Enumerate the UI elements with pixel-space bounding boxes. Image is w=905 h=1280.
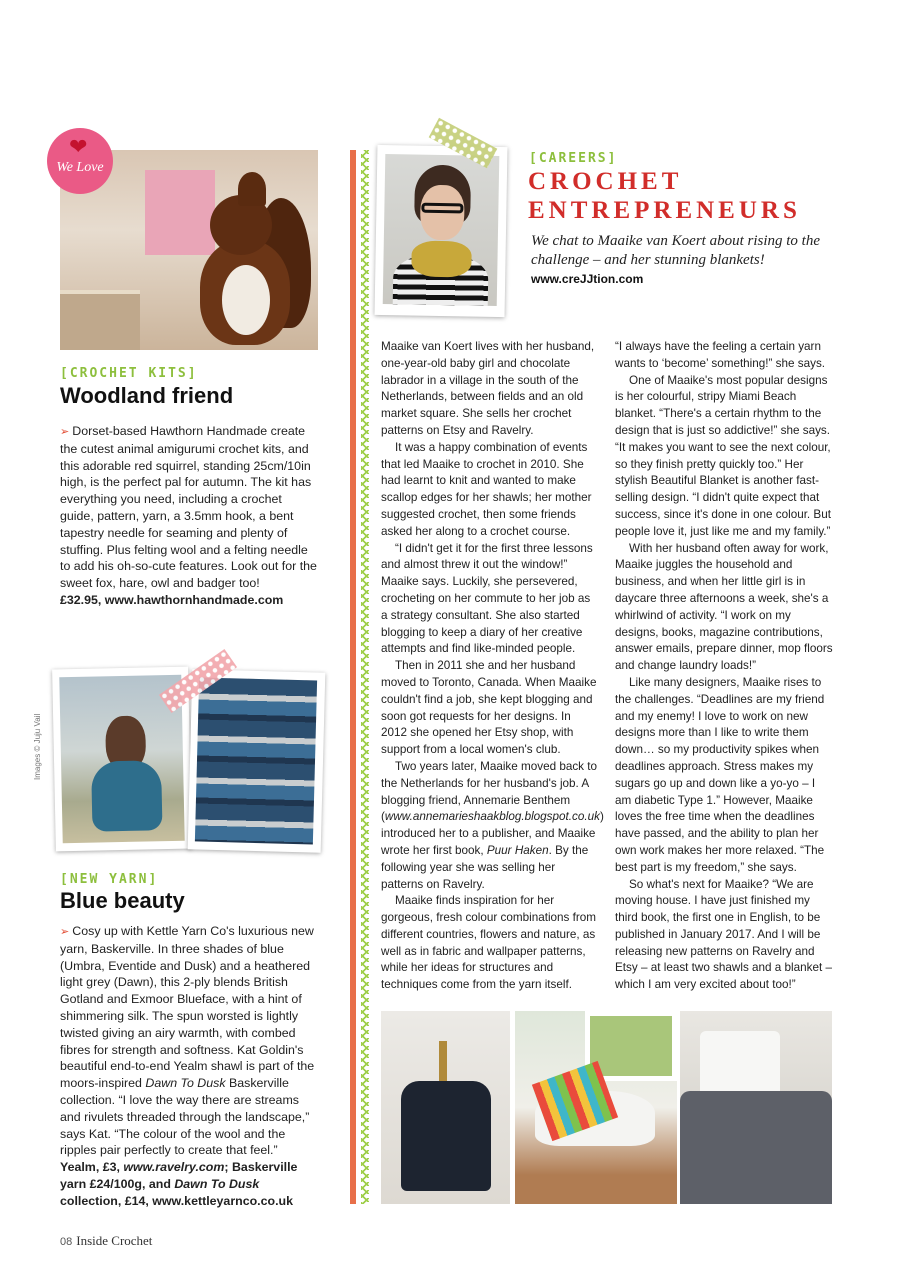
arrow-bullet-icon: ➢ xyxy=(60,926,73,938)
sofa-blanket-photo xyxy=(680,1011,832,1204)
heart-icon: ❤ xyxy=(69,134,88,159)
squirrel-ear xyxy=(238,172,266,206)
grey-throw xyxy=(680,1091,832,1204)
portrait-glasses xyxy=(421,203,463,214)
orange-divider xyxy=(350,150,356,1204)
feature-title-line2: ENTREPRENEURS xyxy=(528,197,801,224)
col2-paragraph-2: One of Maaike's most popular designs is her colourful, stripy Miami Beach blanket. “There's a certain rhythm to the design that is just so addictive!” she says. “It makes you want to see the next colour, so they finish pretty quickly too.” Her stylish Beautiful Blanket is another fast-selling design. “I didn't quite expect that success, since it's done in one colour. But people love it, just like me and my family.” xyxy=(615,373,831,538)
photo-credit: Images © Juju Vail xyxy=(33,713,42,780)
blue-price-url[interactable]: www.ravelry.com xyxy=(123,1160,225,1175)
col1-paragraph-5 xyxy=(381,759,604,893)
col1-paragraph-1: Maaike van Koert lives with her husband, one-year-old baby girl and chocolate labrador in a village in the south of the Netherlands, between fields and an old market square. She sells her crochet patterns on Etsy and Ravelry. xyxy=(381,340,595,437)
col1-paragraph-3: “I didn't get it for the first three lessons and almost threw it out the window!” Maaike says. Luckily, she persevered, crocheting on her commute to her job as a strategy consultant. She also started blogging to keep a diary of her creative attempts and find like-minded people. xyxy=(381,541,593,656)
rocking-chair-photo xyxy=(515,1011,677,1204)
arrow-bullet-icon: ➢ xyxy=(60,426,73,438)
blue-kicker: [NEW YARN] xyxy=(60,872,159,887)
col2-paragraph-5: So what's next for Maaike? “We are moving house. I have just finished my third book, the first one in English, to be published in January 2017. And I will be releasing new patterns on Ravelry and Etsy – at least two shawls and a blanket – which I am very excited about too!” xyxy=(615,877,832,992)
col1-p5-c: . By the following year she was selling her patterns on Ravelry. xyxy=(381,843,589,891)
feature-website[interactable]: www.creJJtion.com xyxy=(531,272,644,286)
background-card xyxy=(145,170,215,255)
crochet-jacket xyxy=(401,1081,491,1191)
badge-text: We Love xyxy=(56,160,104,175)
blue-body xyxy=(60,923,318,1210)
col1-p5-book: Puur Haken xyxy=(486,843,549,857)
magazine-name: Inside Crochet xyxy=(76,1233,153,1248)
woodland-body xyxy=(60,423,318,609)
col1-paragraph-6: Maaike finds inspiration for her gorgeous, fresh colour combinations from different countries, flowers and nature, as well as in fabric and wallpaper patterns, while her ideas for structures and techniques come from the yarn itself. xyxy=(381,894,597,992)
portrait-scarf xyxy=(411,240,472,277)
zigzag-divider xyxy=(361,150,369,1204)
page-footer xyxy=(60,1233,152,1249)
blue-heading: Blue beauty xyxy=(60,888,185,913)
article-column-2 xyxy=(615,339,833,994)
blue-body-text-2: Baskerville collection. “I love the way there are streams and rivulets threaded through the landscape,” says Kat. “The colour of the wool and the ripples pair perfectly to create that feel.” xyxy=(60,1076,310,1158)
blue-price-collection: Dawn To Dusk xyxy=(174,1176,260,1191)
feature-standfirst: We chat to Maaike van Koert about rising to the challenge – and her stunning blankets! xyxy=(531,233,820,268)
blue-price-1: Yealm, £3, xyxy=(60,1160,120,1175)
col2-paragraph-3: With her husband often away for work, Maaike juggles the household and business, and when her little girl is in daycare three afternoons a week, she's a whirlwind of activity. “I work on my designs, books, magazine contributions, answer emails, prepare dinner, mop floors and change laundry loads!” xyxy=(615,541,833,673)
blue-body-text-1: Cosy up with Kettle Yarn Co's luxurious new yarn, Baskerville. In three shades of blue (Umbra, Eventide and Dusk) and a heathered light grey (Dawn), this 2-ply blends British Gotland and Exmoor Blueface, with a hint of shimmering silk. The spun worsted is lightly twisted giving an airy warmth, with combed fibres for strength and softness. Kat Goldin's beautiful end-to-end Yealm shawl is part of the moors-inspired xyxy=(60,924,315,1091)
feature-title-line1: CROCHET xyxy=(528,168,683,195)
woodland-price: £32.95, www.hawthornhandmade.com xyxy=(60,592,284,607)
we-love-badge xyxy=(47,128,113,194)
books-stack xyxy=(60,290,140,350)
jacket-photo xyxy=(381,1011,510,1204)
blue-body-collection: Dawn To Dusk xyxy=(145,1076,226,1091)
col2-paragraph-4: Like many designers, Maaike rises to the challenges. “Deadlines are my friend and my enemy! I love to work on new designs more than I like to write them down… so my productivity spikes when deadlines approach. Stress makes my sugars go up and down like a yo-yo – I am diabetic Type 1.” However, Maaike loves the free time when the deadlines have passed, and the ability to plan her own work makes her more relaxed. “The best part is my freedom,” she says. xyxy=(615,675,825,874)
blue-price-3: collection, £14, www.kettleyarnco.co.uk xyxy=(60,1193,293,1208)
woodland-heading: Woodland friend xyxy=(60,383,234,408)
blue-scarf xyxy=(91,760,162,831)
careers-kicker: [CAREERS] xyxy=(529,151,618,166)
squirrel-belly xyxy=(222,265,270,335)
woodland-body-text: Dorset-based Hawthorn Handmade create the cutest animal amigurumi crochet kits, and this adorable red squirrel, standing 25cm/10in high, is the perfect pal for autumn. The kit has everything you need, including a crochet guide, pattern, yarn, a 3.5mm hook, a bent tapestry needle for seaming and plenty of stuffing. Plus felting wool and a felting needle to add his oh-so-cute features. Look out for the sweet fox, hare, owl and badger too! xyxy=(60,424,317,591)
col1-paragraph-2: It was a happy combination of events that led Maaike to crochet in 2010. She had learnt to knit and wanted to make scallop edges for her shawls; her mother suggested crochet, then some friends asked her along to a crochet course. xyxy=(381,440,592,538)
woodland-kicker: [CROCHET KITS] xyxy=(60,366,198,381)
page-number: 08 xyxy=(60,1236,73,1248)
knit-stack-photo xyxy=(188,669,326,852)
col1-paragraph-4: Then in 2011 she and her husband moved to Toronto, Canada. When Maaike couldn't find a job, she kept blogging and soon got requests for her designs. In 2012 she opened her Etsy shop, with support from a local women's club. xyxy=(381,659,597,757)
col2-paragraph-1: “I always have the feeling a certain yarn wants to ‘become’ something!” she says. xyxy=(615,340,826,370)
blue-price-2: ; Baskerville yarn £24/100g, and xyxy=(60,1160,298,1191)
article-column-1 xyxy=(381,339,604,994)
maaike-portrait xyxy=(375,145,508,317)
col1-p5-url[interactable]: www.annemarieshaakblog.blogspot.co.uk xyxy=(384,810,600,824)
col1-p5-a: Two years later, Maaike moved back to the Netherlands for her husband's job. A blogging friend, Annemarie Benthem ( xyxy=(381,759,598,824)
knit-stripes xyxy=(195,677,317,844)
coat-hook xyxy=(439,1041,447,1081)
col1-p5-b: ) introduced her to a publisher, and Maaike wrote her first book, xyxy=(381,810,604,857)
